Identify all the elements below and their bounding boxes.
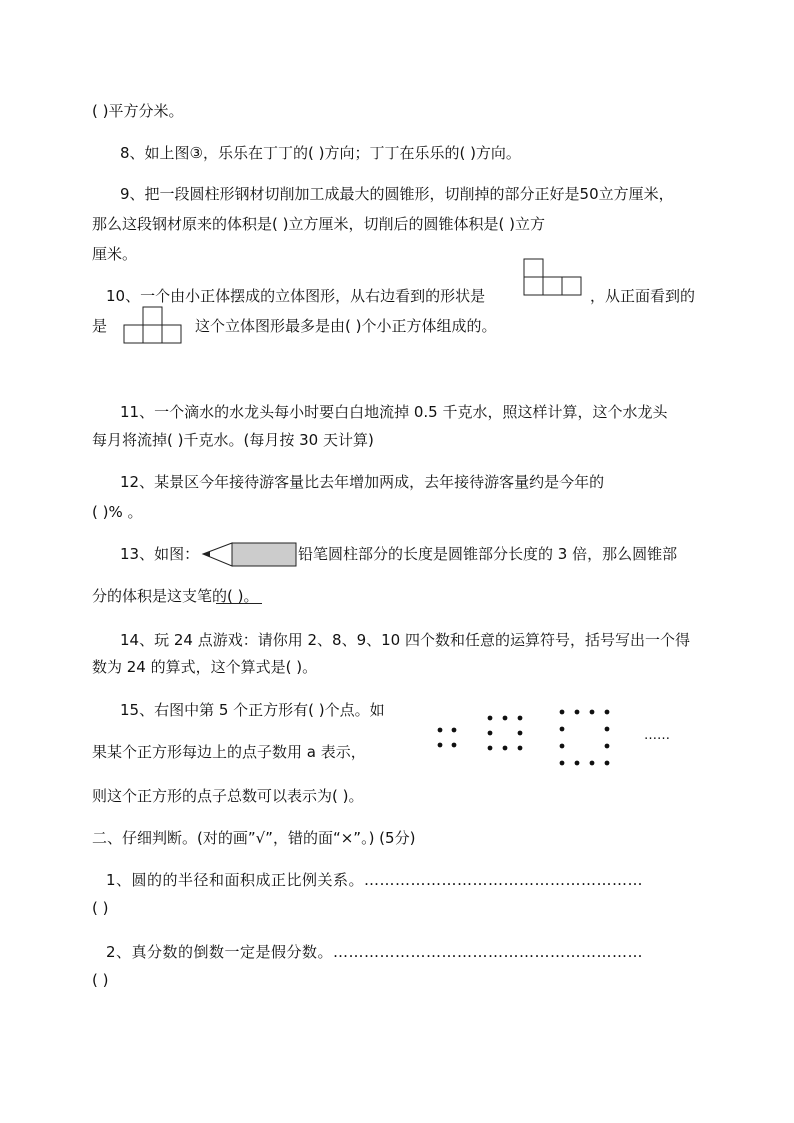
question-13-underline (216, 603, 262, 604)
question-9-line1: 9、把一段圆柱形钢材切削加工成最大的圆锥形，切削掉的部分正好是50立方厘米， (120, 185, 674, 203)
right-view-figure (523, 258, 583, 298)
question-12-line2: ( )% 。 (92, 503, 143, 521)
question-10-line1b: ，从正面看到的 (590, 287, 696, 305)
question-13-line1b: 铅笔圆柱部分的长度是圆锥部分长度的 3 倍，那么圆锥部 (298, 545, 678, 563)
question-15-line3: 则这个正方形的点子总数可以表示为( )。 (92, 787, 364, 805)
question-15-line2: 果某个正方形每边上的点子数用 a 表示， (92, 743, 366, 761)
judge-2: 2、真分数的倒数一定是假分数。…………………………………………………… (106, 943, 644, 961)
question-12-line1: 12、某景区今年接待游客量比去年增加两成，去年接待游客量约是今年的 (120, 473, 605, 491)
answer-blank-line: ( )平方分米。 (92, 102, 184, 120)
question-10-line1: 10、一个由小正体摆成的立体图形，从右边看到的形状是 (106, 287, 486, 305)
question-14-line1: 14、玩 24 点游戏：请你用 2、8、9、10 四个数和任意的运算符号，括号写出一个得 (120, 631, 690, 649)
question-8: 8、如上图③，乐乐在丁丁的( )方向；丁丁在乐乐的( )方向。 (120, 144, 521, 162)
question-10-line2a: 是 (92, 317, 108, 335)
front-view-figure (123, 306, 183, 346)
question-14-line2: 数为 24 的算式，这个算式是( )。 (92, 658, 318, 676)
question-13-line2: 分的体积是这支笔的( )。 (92, 587, 259, 605)
section-2-heading: 二、仔细判断。(对的画”√”，错的面“×”。) (5分) (92, 829, 416, 847)
question-9-line3: 厘米。 (92, 245, 138, 263)
question-9-line2: 那么这段钢材原来的体积是( )立方厘米，切削后的圆锥体积是( )立方 (92, 215, 545, 233)
pencil-figure (202, 541, 298, 569)
dot-squares-ellipsis: …… (644, 728, 670, 743)
judge-2-answer: ( ) (92, 971, 109, 989)
judge-1: 1、圆的的半径和面积成正比例关系。……………………………………………… (106, 871, 644, 889)
question-11-line1: 11、一个滴水的水龙头每小时要白白地流掉 0.5 千克水，照这样计算，这个水龙头 (120, 403, 668, 421)
judge-1-answer: ( ) (92, 899, 109, 917)
question-13-line1a: 13、如图： (120, 545, 200, 563)
question-15-line1: 15、右图中第 5 个正方形有( )个点。如 (120, 701, 385, 719)
question-11-line2: 每月将流掉( )千克水。(每月按 30 天计算) (92, 431, 374, 449)
question-10-line2b: 这个立体图形最多是由( )个小正方体组成的。 (195, 317, 497, 335)
